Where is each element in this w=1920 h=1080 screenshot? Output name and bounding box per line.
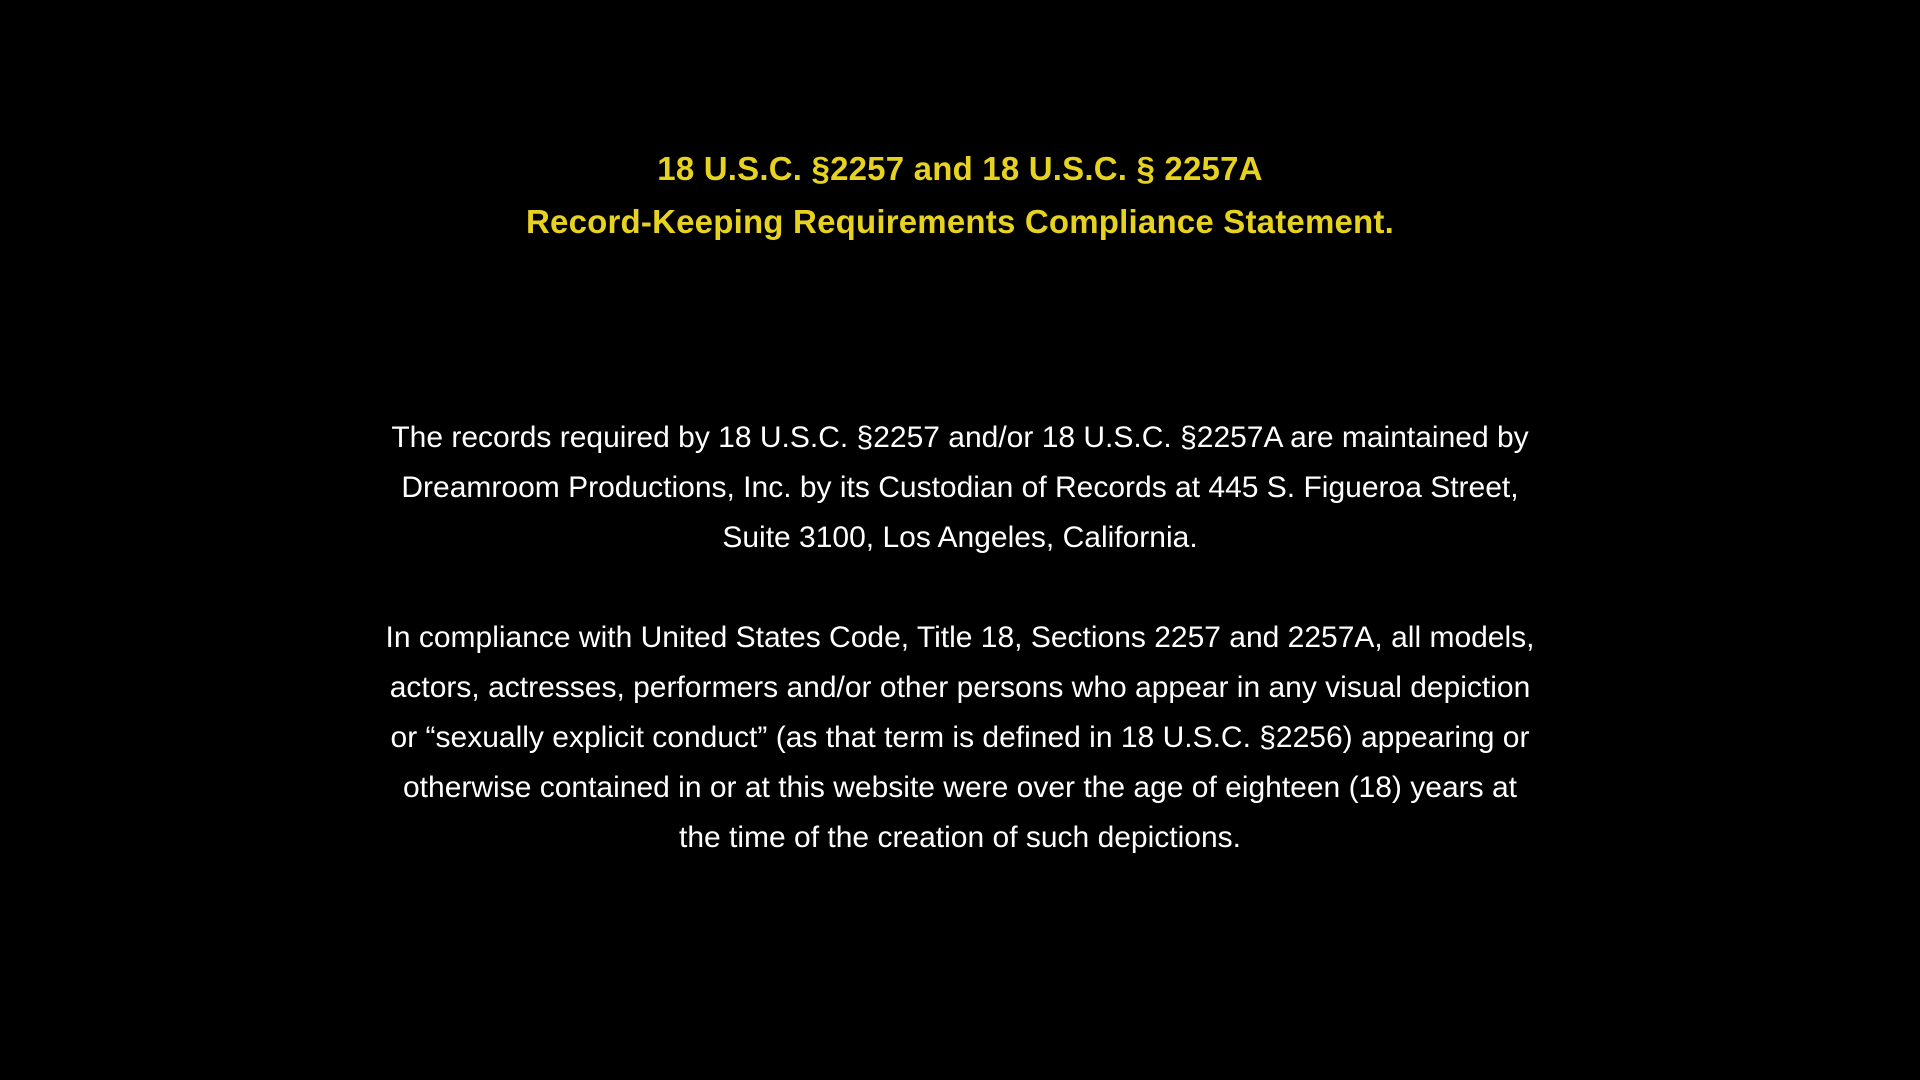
age-compliance-paragraph	[0, 613, 1920, 863]
paragraph-line: Dreamroom Productions, Inc. by its Custodian of Records at 445 S. Figueroa Street,	[401, 471, 1519, 504]
records-custodian-paragraph	[0, 413, 1920, 563]
paragraph-line: actors, actresses, performers and/or other persons who appear in any visual depiction	[389, 671, 1531, 704]
paragraph-line: Suite 3100, Los Angeles, California.	[722, 521, 1198, 554]
page-title-line1: 18 U.S.C. §2257 and 18 U.S.C. § 2257A	[657, 150, 1263, 187]
paragraph-line: otherwise contained in or at this website were over the age of eighteen (18) years at	[403, 771, 1517, 804]
paragraph-line: The records required by 18 U.S.C. §2257 and/or 18 U.S.C. §2257A are maintained by	[391, 421, 1529, 454]
paragraph-line: the time of the creation of such depictions.	[679, 821, 1241, 854]
paragraph-line: or “sexually explicit conduct” (as that term is defined in 18 U.S.C. §2256) appearing or	[390, 721, 1530, 754]
page-title-line2: Record-Keeping Requirements Compliance Statement.	[526, 203, 1394, 240]
page-title	[0, 142, 1920, 248]
paragraph-line: In compliance with United States Code, Title 18, Sections 2257 and 2257A, all models,	[385, 621, 1535, 654]
